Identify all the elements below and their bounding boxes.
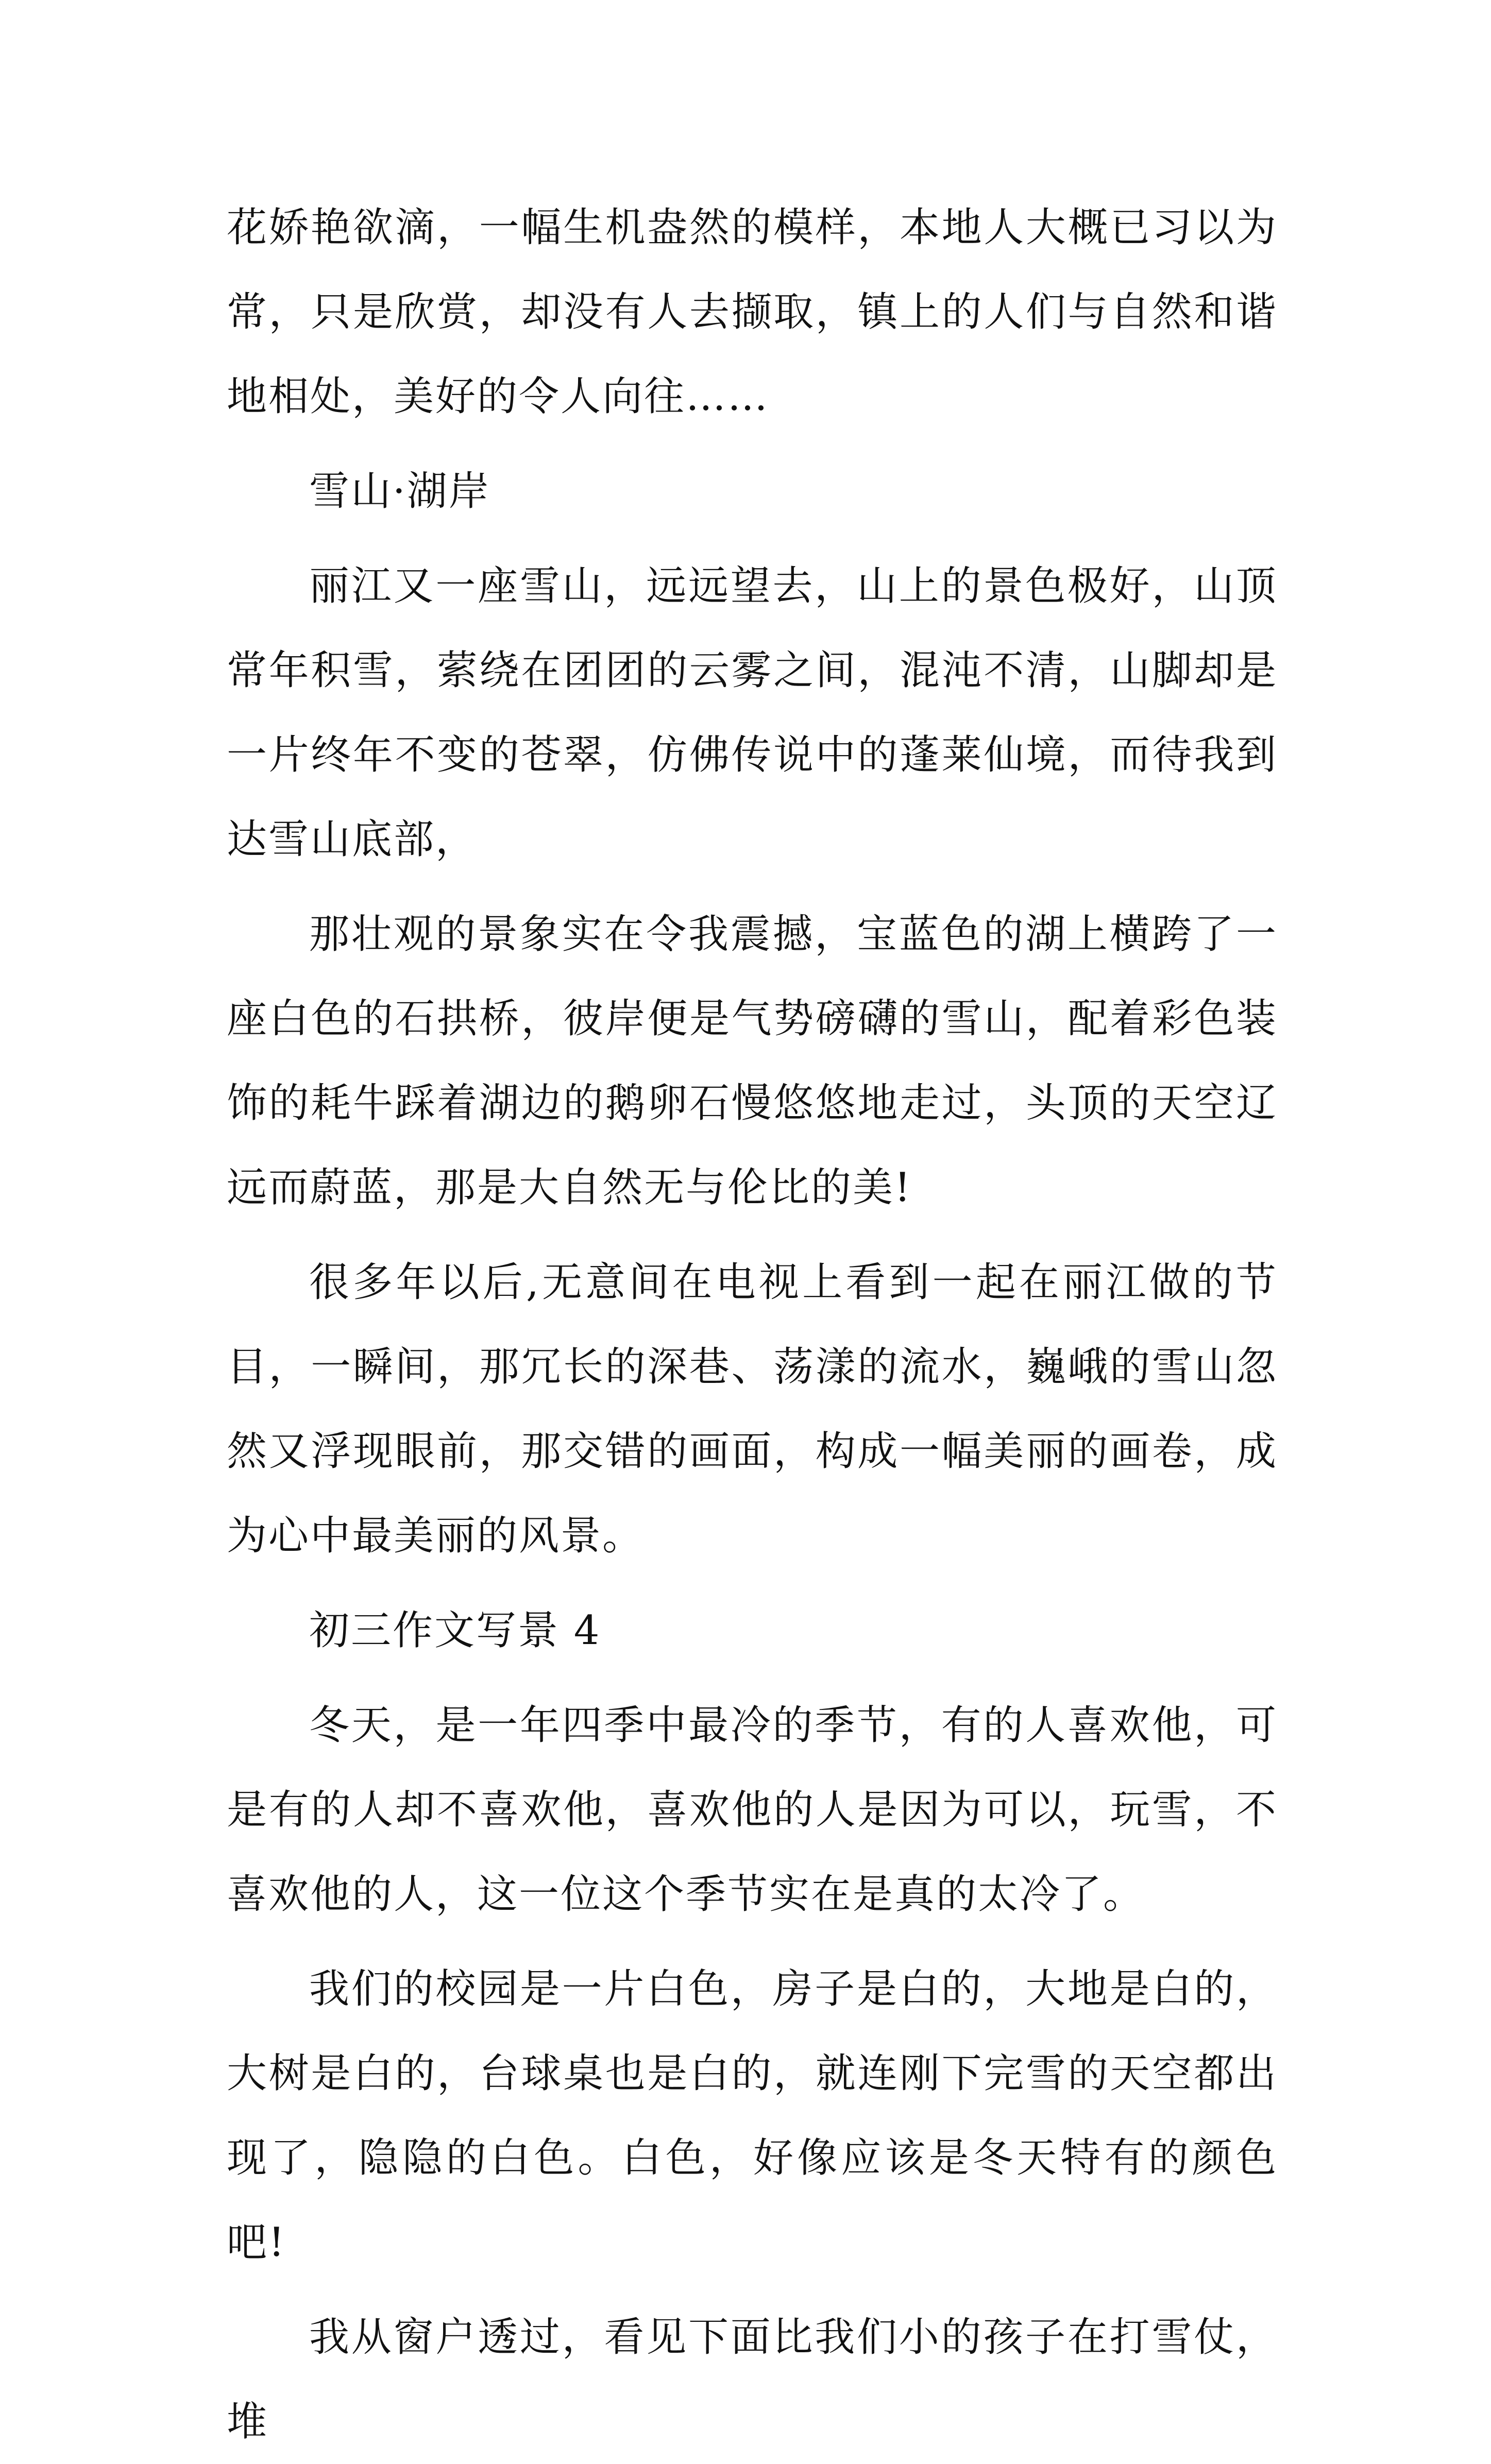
paragraph-spacer xyxy=(227,439,1278,449)
paragraph-spacer xyxy=(227,534,1278,544)
section-heading-essay-4: 初三作文写景 4 xyxy=(309,1607,601,1654)
paragraph-spacer xyxy=(227,1230,1278,1240)
paragraph-white-campus: 我们的校园是一片白色，房子是白的，大地是白的，大树是白的，台球桌也是白的，就连刚下完雪的天空都出现了，隐隐的白色。白色，好像应该是冬天特有的颜色吧! xyxy=(227,1966,1278,2266)
paragraph-spacer xyxy=(227,882,1278,892)
section-heading-snow-mountain-lake: 雪山·湖岸 xyxy=(309,468,490,515)
paragraph-spacer xyxy=(227,2285,1278,2295)
paragraph-memory: 很多年以后,无意间在电视上看到一起在丽江做的节目，一瞬间，那冗长的深巷、荡漾的流水，巍峨的雪山忽然又浮现眼前，那交错的画面，构成一幅美丽的画卷，成为心中最美丽的风景。 xyxy=(227,1259,1278,1559)
paragraph-spacer xyxy=(227,1937,1278,1947)
document-body xyxy=(227,185,1278,2464)
paragraph-lake-bridge: 那壮观的景象实在令我震撼，宝蓝色的湖上横跨了一座白色的石拱桥，彼岸便是气势磅礴的雪山，配着彩色装饰的耗牛踩着湖边的鹅卵石慢悠悠地走过，头顶的天空辽远而蔚蓝，那是大自然无与伦比的美! xyxy=(227,911,1278,1211)
paragraph-snow-mountain: 丽江又一座雪山，远远望去，山上的景色极好，山顶常年积雪，萦绕在团团的云雾之间，混沌不清，山脚却是一片终年不变的苍翠，仿佛传说中的蓬莱仙境，而待我到达雪山底部， xyxy=(227,563,1278,863)
paragraph-town-scene: 花娇艳欲滴，一幅生机盎然的模样，本地人大概已习以为常，只是欣赏，却没有人去撷取，镇上的人们与自然和谐地相处，美好的令人向往…… xyxy=(227,204,1278,420)
paragraph-window: 我从窗户透过，看见下面比我们小的孩子在打雪仗，堆 xyxy=(227,2314,1278,2445)
paragraph-winter: 冬天，是一年四季中最冷的季节，有的人喜欢他，可是有的人却不喜欢他，喜欢他的人是因为可以，玩雪，不喜欢他的人，这一位这个季节实在是真的太冷了。 xyxy=(227,1702,1278,1918)
paragraph-spacer xyxy=(227,1578,1278,1588)
paragraph-spacer xyxy=(227,1673,1278,1683)
